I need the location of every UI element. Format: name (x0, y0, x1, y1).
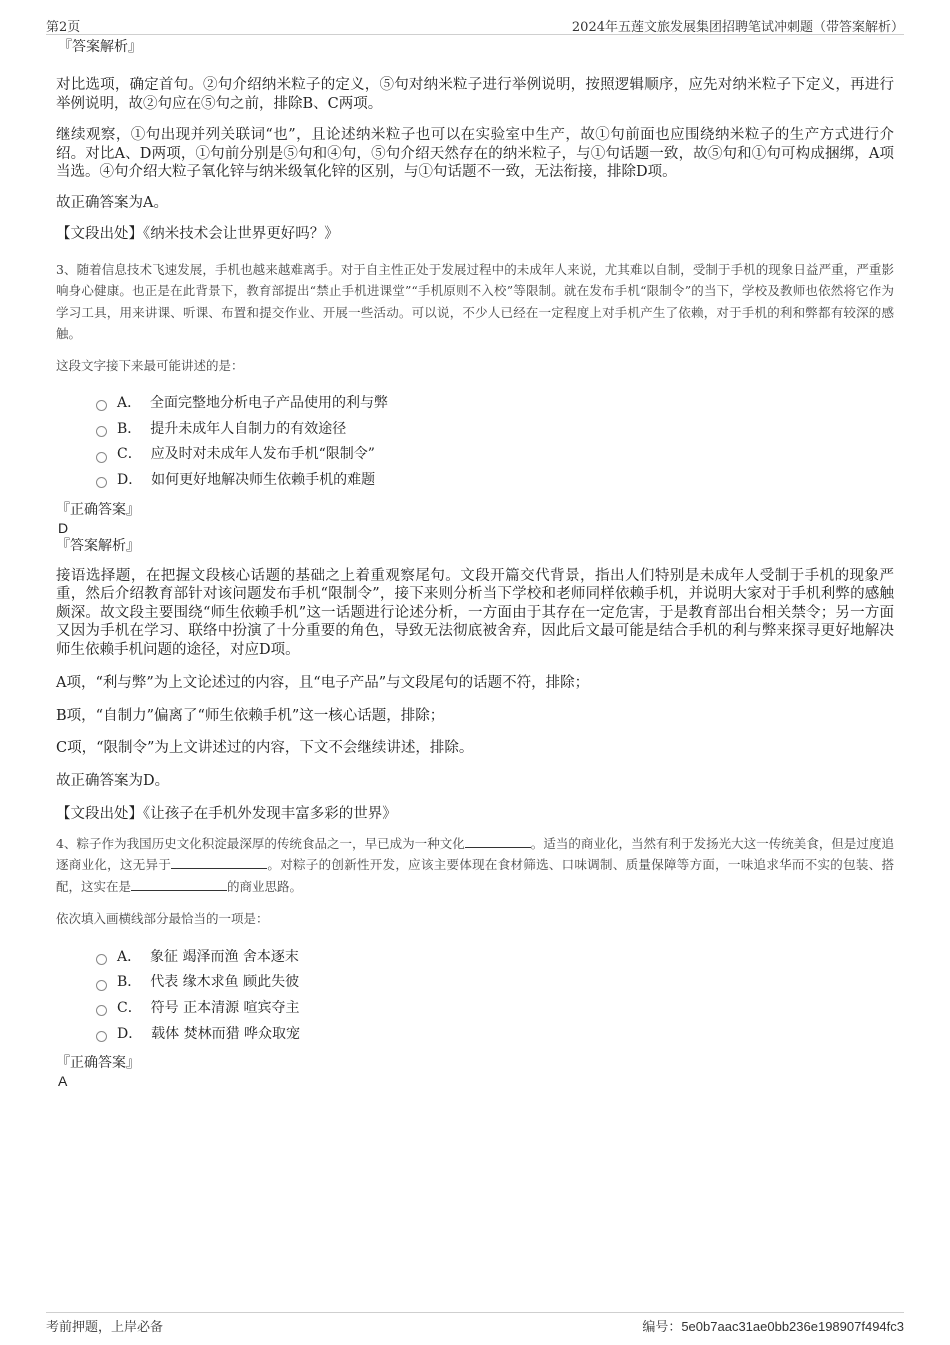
option-c[interactable] (96, 996, 894, 1022)
radio-icon[interactable] (96, 477, 107, 488)
option-text: 载体 焚林而猎 哗众取宠 (151, 1025, 301, 1042)
radio-icon[interactable] (96, 426, 107, 437)
option-list (96, 391, 894, 494)
source-citation: 【文段出处】《让孩子在手机外发现丰富多彩的世界》 (56, 806, 397, 823)
correct-answer: D (58, 519, 69, 536)
question-prompt: 依次填入画横线部分最恰当的一项是： (56, 911, 269, 927)
option-text: 提升未成年人自制力的有效途径 (150, 420, 347, 437)
analysis-heading: 『答案解析』 (56, 537, 140, 554)
option-text: 象征 竭泽而渔 舍本逐末 (150, 948, 299, 965)
option-b[interactable] (96, 417, 894, 443)
option-a[interactable] (96, 391, 894, 417)
radio-icon[interactable] (96, 980, 107, 991)
radio-icon[interactable] (96, 1005, 107, 1016)
option-letter: D． (117, 1025, 143, 1042)
option-d[interactable] (96, 1022, 894, 1048)
analysis-paragraph: B项，“自制力”偏离了“师生依赖手机”这一核心话题，排除； (56, 707, 445, 724)
option-c[interactable] (96, 442, 894, 468)
option-letter: B． (117, 420, 142, 437)
footer-slogan: 考前押题，上岸必备 (46, 1320, 164, 1335)
option-letter: A． (117, 948, 142, 965)
option-text: 如何更好地解决师生依赖手机的难题 (151, 472, 376, 489)
analysis-paragraph: A项，“利与弊”为上文论述过的内容，且“电子产品”与文段尾句的话题不符，排除； (56, 675, 590, 692)
option-b[interactable] (96, 970, 894, 996)
fill-blank (131, 878, 227, 891)
question-prompt: 这段文字接下来最可能讲述的是： (56, 357, 244, 373)
option-letter: D． (117, 472, 143, 489)
analysis-heading: 『答案解析』 (58, 39, 142, 55)
radio-icon[interactable] (96, 1031, 107, 1042)
page-content (56, 38, 894, 1090)
option-letter: B． (117, 974, 142, 991)
analysis-conclusion: 故正确答案为A。 (56, 194, 168, 211)
option-text: 代表 缘木求鱼 顾此失彼 (150, 974, 300, 991)
fill-blank (465, 835, 531, 848)
correct-answer: A (58, 1072, 68, 1089)
page-footer (46, 1312, 904, 1335)
option-letter: C． (117, 1000, 142, 1017)
radio-icon[interactable] (96, 954, 107, 965)
correct-answer-heading: 『正确答案』 (56, 501, 140, 518)
source-citation: 【文段出处】《纳米技术会让世界更好吗？》 (56, 226, 339, 242)
question-stem: 3、随着信息技术飞速发展，手机也越来越难离手。对于自主性正处于发展过程中的未成年人来说，尤其难以自制，受制于手机的现象日益严重，严重影响身心健康。也正是在此背景下，教育部提出“禁止手机进课堂”“手机原则不入校”等限制。就在发布手机“限制令”的当下，学校及教师也依然将它作为学习工具，用来讲课、听课、布置和提交作业、开展一些活动。可以说，不少人已经在一定程度上对手机产生了依赖，对于手机的利和弊都有较深的感触。 (56, 261, 894, 341)
option-text: 应及时对未成年人发布手机“限制令” (150, 446, 375, 463)
page-number: 第2页 (46, 20, 81, 35)
question-stem: 4、粽子作为我国历史文化积淀最深厚的传统食品之一，早已成为一种文化 。适当的商业化，当然有利于发扬光大这一传统美食，但是过度追逐商业化，这无异于 。对粽子的创新性开发，应该主要体现在食材筛选、口味调制、质量保障等方面，一味追求华而不实的包装、搭配，这实在是 的商业思路。 (56, 835, 894, 894)
option-text: 全面完整地分析电子产品使用的利与弊 (150, 395, 389, 411)
option-letter: A． (117, 395, 142, 411)
radio-icon[interactable] (96, 452, 107, 463)
radio-icon[interactable] (96, 400, 107, 411)
option-letter: C． (117, 446, 142, 463)
option-d[interactable] (96, 468, 894, 494)
option-list (96, 945, 894, 1048)
analysis-paragraph: C项，“限制令”为上文讲述过的内容，下文不会继续讲述，排除。 (56, 740, 474, 757)
analysis-conclusion: 故正确答案为D。 (56, 772, 170, 789)
analysis-paragraph: 对比选项，确定首句。②句介绍纳米粒子的定义，⑤句对纳米粒子进行举例说明，按照逻辑顺序，应先对纳米粒子下定义，再进行举例说明，故②句应在⑤句之前，排除B、C两项。 (56, 77, 894, 112)
analysis-paragraph: 接语选择题，在把握文段核心话题的基础之上着重观察尾句。文段开篇交代背景，指出人们特别是未成年人受制于手机的现象严重，然后介绍教育部针对该问题发布手机“限制令”，接下来则分析当下学校和老师同样依赖手机，并说明大家对于手机利弊的感触颇深。故文段主要围绕“师生依赖手机”这一话题进行论述分析，一方面由于其存在一定危害，于是教育部出台相关禁令；另一方面又因为手机在学习、联络中扮演了十分重要的角色，导致无法彻底被舍弃，因此后文最可能是结合手机的利与弊来探寻更好地解决师生依赖手机问题的途径，对应D项。 (56, 567, 894, 658)
page-header (46, 14, 904, 35)
correct-answer-heading: 『正确答案』 (56, 1054, 140, 1071)
analysis-paragraph: 继续观察，①句出现并列关联词“也”，且论述纳米粒子也可以在实验室中生产，故①句前面也应围绕纳米粒子的生产方式进行介绍。对比A、D两项，①句前分别是⑤句和④句，⑤句介绍天然存在的纳米粒子，与①句话题一致，故⑤句和①句可构成捆绑，A项当选。④句介绍大粒子氧化锌与纳米级氧化锌的区别，与①句话题不一致，无法衔接，排除D项。 (56, 127, 894, 180)
document-title: 2024年五莲文旅发展集团招聘笔试冲刺题（带答案解析） (571, 20, 904, 35)
fill-blank (171, 856, 267, 869)
document-code: 编号：5e0b7aac31ae0bb236e198907f494fc3 (642, 1319, 904, 1335)
option-text: 符号 正本清源 喧宾夺主 (150, 1000, 300, 1017)
option-a[interactable] (96, 945, 894, 971)
